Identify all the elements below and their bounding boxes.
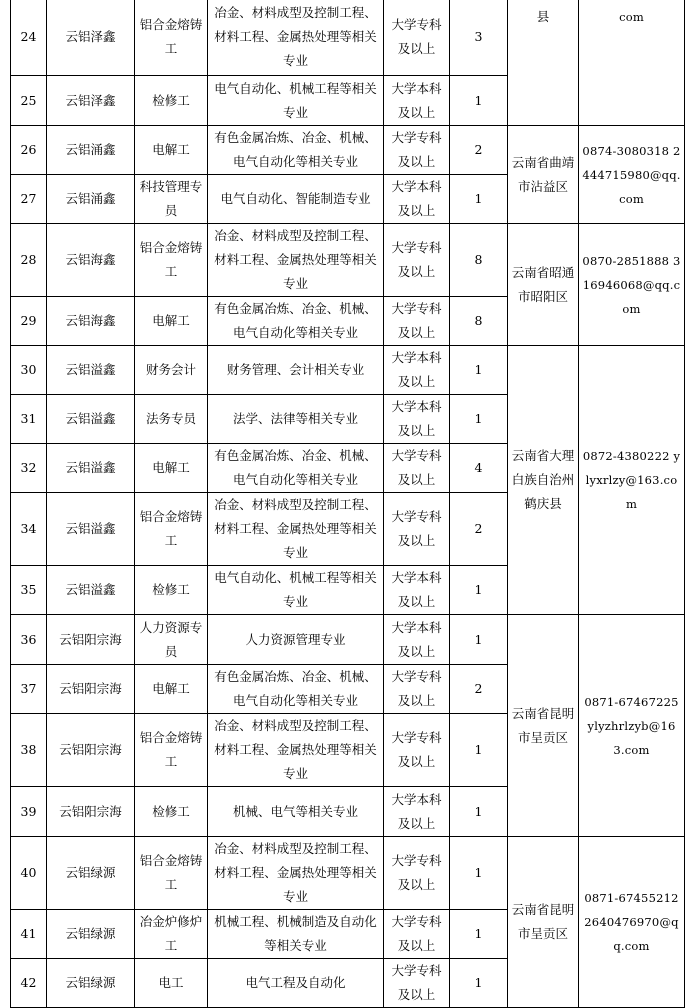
table-row: [11, 126, 685, 175]
headcount-cell: 1: [450, 787, 508, 837]
row-number: 28: [11, 224, 47, 297]
education-cell: 大学专科及以上: [384, 493, 450, 566]
education-cell: 大学本科及以上: [384, 787, 450, 837]
education-cell: 大学专科及以上: [384, 0, 450, 76]
region-cell: 云南省昭通市昭阳区: [508, 224, 579, 346]
major-cell: 机械工程、机械制造及自动化等相关专业: [208, 910, 384, 959]
education-cell: 大学专科及以上: [384, 714, 450, 787]
education-cell: 大学本科及以上: [384, 615, 450, 665]
company-cell: 云铝溢鑫: [47, 346, 135, 395]
company-cell: 云铝溢鑫: [47, 566, 135, 615]
headcount-cell: 2: [450, 493, 508, 566]
headcount-cell: 2: [450, 126, 508, 175]
education-cell: 大学本科及以上: [384, 395, 450, 444]
job-cell: 电解工: [135, 665, 208, 714]
job-cell: 冶金炉修炉工: [135, 910, 208, 959]
row-number: 31: [11, 395, 47, 444]
job-cell: 检修工: [135, 787, 208, 837]
row-number: 37: [11, 665, 47, 714]
company-cell: 云铝阳宗海: [47, 665, 135, 714]
education-cell: 大学专科及以上: [384, 297, 450, 346]
company-cell: 云铝溢鑫: [47, 395, 135, 444]
row-number: 36: [11, 615, 47, 665]
job-cell: 铝合金熔铸工: [135, 837, 208, 910]
company-cell: 云铝绿源: [47, 837, 135, 910]
company-cell: 云铝绿源: [47, 910, 135, 959]
major-cell: 有色金属冶炼、冶金、机械、电气自动化等相关专业: [208, 444, 384, 493]
job-cell: 电解工: [135, 297, 208, 346]
contact-cell: 0871-67467225 ylyzhrlzyb@163.com: [579, 615, 685, 837]
table-row: [11, 615, 685, 665]
region-cell: 云南省大理白族自治州鹤庆县: [508, 346, 579, 615]
row-number: 29: [11, 297, 47, 346]
company-cell: 云铝海鑫: [47, 224, 135, 297]
job-cell: 电解工: [135, 126, 208, 175]
company-cell: 云铝海鑫: [47, 297, 135, 346]
education-cell: 大学专科及以上: [384, 224, 450, 297]
company-cell: 云铝溢鑫: [47, 444, 135, 493]
headcount-cell: 1: [450, 959, 508, 1008]
table-row: [11, 346, 685, 395]
major-cell: 有色金属冶炼、冶金、机械、电气自动化等相关专业: [208, 297, 384, 346]
headcount-cell: 4: [450, 444, 508, 493]
row-number: 26: [11, 126, 47, 175]
education-cell: 大学本科及以上: [384, 566, 450, 615]
education-cell: 大学本科及以上: [384, 346, 450, 395]
row-number: 32: [11, 444, 47, 493]
table-row: [11, 0, 685, 76]
contact-cell: 0872-4380222 ylyxrlzy@163.com: [579, 346, 685, 615]
job-cell: 铝合金熔铸工: [135, 224, 208, 297]
contact-cell: com: [579, 0, 685, 126]
row-number: 39: [11, 787, 47, 837]
row-number: 42: [11, 959, 47, 1008]
region-cell: 云南省昆明市呈贡区: [508, 615, 579, 837]
company-cell: 云铝阳宗海: [47, 787, 135, 837]
contact-cell: 0871-67455212 2640476970@qq.com: [579, 837, 685, 1008]
headcount-cell: 8: [450, 297, 508, 346]
major-cell: 财务管理、会计相关专业: [208, 346, 384, 395]
job-cell: 检修工: [135, 76, 208, 126]
row-number: 24: [11, 0, 47, 76]
company-cell: 云铝泽鑫: [47, 76, 135, 126]
headcount-cell: 3: [450, 0, 508, 76]
job-cell: 法务专员: [135, 395, 208, 444]
major-cell: 人力资源管理专业: [208, 615, 384, 665]
education-cell: 大学专科及以上: [384, 665, 450, 714]
job-cell: 人力资源专员: [135, 615, 208, 665]
row-number: 27: [11, 175, 47, 224]
major-cell: 冶金、材料成型及控制工程、材料工程、金属热处理等相关专业: [208, 714, 384, 787]
major-cell: 机械、电气等相关专业: [208, 787, 384, 837]
region-cell: 云南省昆明市呈贡区: [508, 837, 579, 1008]
major-cell: 有色金属冶炼、冶金、机械、电气自动化等相关专业: [208, 665, 384, 714]
row-number: 30: [11, 346, 47, 395]
headcount-cell: 1: [450, 346, 508, 395]
headcount-cell: 1: [450, 395, 508, 444]
headcount-cell: 1: [450, 910, 508, 959]
job-cell: 电解工: [135, 444, 208, 493]
table-row: [11, 224, 685, 297]
job-cell: 检修工: [135, 566, 208, 615]
row-number: 35: [11, 566, 47, 615]
major-cell: 冶金、材料成型及控制工程、材料工程、金属热处理等相关专业: [208, 837, 384, 910]
education-cell: 大学专科及以上: [384, 126, 450, 175]
job-cell: 科技管理专员: [135, 175, 208, 224]
row-number: 34: [11, 493, 47, 566]
job-cell: 电工: [135, 959, 208, 1008]
contact-cell: 0874-3080318 2444715980@qq.com: [579, 126, 685, 224]
job-cell: 铝合金熔铸工: [135, 0, 208, 76]
education-cell: 大学专科及以上: [384, 910, 450, 959]
company-cell: 云铝泽鑫: [47, 0, 135, 76]
company-cell: 云铝涌鑫: [47, 126, 135, 175]
major-cell: 电气自动化、智能制造专业: [208, 175, 384, 224]
headcount-cell: 1: [450, 615, 508, 665]
major-cell: 电气自动化、机械工程等相关专业: [208, 76, 384, 126]
headcount-cell: 1: [450, 714, 508, 787]
table-row: [11, 837, 685, 910]
job-cell: 铝合金熔铸工: [135, 493, 208, 566]
major-cell: 有色金属冶炼、冶金、机械、电气自动化等相关专业: [208, 126, 384, 175]
education-cell: 大学专科及以上: [384, 444, 450, 493]
region-cell: 云南省曲靖市沾益区: [508, 126, 579, 224]
company-cell: 云铝涌鑫: [47, 175, 135, 224]
company-cell: 云铝绿源: [47, 959, 135, 1008]
table-body: [11, 0, 685, 1008]
major-cell: 冶金、材料成型及控制工程、材料工程、金属热处理等相关专业: [208, 0, 384, 76]
major-cell: 冶金、材料成型及控制工程、材料工程、金属热处理等相关专业: [208, 493, 384, 566]
row-number: 25: [11, 76, 47, 126]
major-cell: 电气工程及自动化: [208, 959, 384, 1008]
headcount-cell: 1: [450, 566, 508, 615]
education-cell: 大学本科及以上: [384, 175, 450, 224]
region-cell: 县: [508, 0, 579, 126]
job-cell: 财务会计: [135, 346, 208, 395]
contact-cell: 0870-2851888 316946068@qq.com: [579, 224, 685, 346]
row-number: 41: [11, 910, 47, 959]
headcount-cell: 2: [450, 665, 508, 714]
major-cell: 电气自动化、机械工程等相关专业: [208, 566, 384, 615]
education-cell: 大学本科及以上: [384, 76, 450, 126]
major-cell: 法学、法律等相关专业: [208, 395, 384, 444]
job-cell: 铝合金熔铸工: [135, 714, 208, 787]
row-number: 38: [11, 714, 47, 787]
education-cell: 大学专科及以上: [384, 837, 450, 910]
company-cell: 云铝阳宗海: [47, 615, 135, 665]
company-cell: 云铝溢鑫: [47, 493, 135, 566]
headcount-cell: 1: [450, 76, 508, 126]
headcount-cell: 1: [450, 175, 508, 224]
recruitment-table: [10, 0, 685, 1008]
major-cell: 冶金、材料成型及控制工程、材料工程、金属热处理等相关专业: [208, 224, 384, 297]
headcount-cell: 1: [450, 837, 508, 910]
row-number: 40: [11, 837, 47, 910]
headcount-cell: 8: [450, 224, 508, 297]
company-cell: 云铝阳宗海: [47, 714, 135, 787]
education-cell: 大学专科及以上: [384, 959, 450, 1008]
